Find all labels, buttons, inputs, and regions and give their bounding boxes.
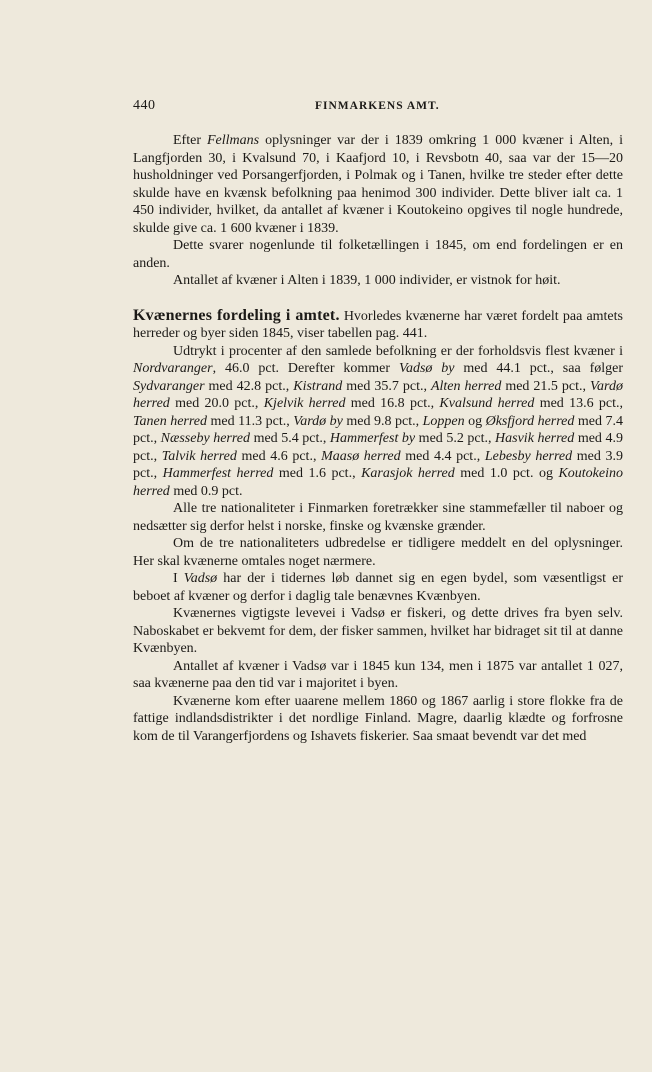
italic-term: Vardø herred: [133, 378, 623, 411]
italic-term: Vadsø: [183, 571, 218, 586]
running-title: FINMARKENS AMT.: [315, 100, 440, 112]
paragraph: [133, 272, 623, 290]
italic-term: Hammerfest by: [329, 431, 416, 446]
paragraph: [133, 658, 623, 693]
italic-term: Kjelvik herred: [263, 396, 346, 411]
italic-term: Karasjok herred: [361, 466, 455, 481]
italic-term: Øksfjord herred: [485, 413, 575, 429]
italic-term: Koutokeino herred: [133, 466, 623, 499]
paragraph: [133, 343, 623, 501]
italic-term: Tanen herred: [133, 413, 208, 429]
page-number: 440: [133, 98, 156, 113]
text-run: med 13.6 pct.,: [534, 396, 623, 411]
text-run: med 4.9 pct.,: [133, 431, 623, 464]
italic-term: Kvalsund herred: [439, 396, 535, 411]
text-run: med 4.6 pct.,: [236, 448, 322, 464]
text-run: har der i tidernes løb dannet sig en egen bydel, som væsentligst er beboet af kvæner og derfor i daglig tale benævnes Kvænbyen.: [133, 571, 623, 604]
text-run: med 1.6 pct.,: [273, 466, 362, 481]
page-header: [133, 98, 623, 118]
text-run: Antallet af kvæner i Vadsø var i 1845 kun 134, men i 1875 var antallet 1 027, saa kvænerne paa den tid var i majoritet i byen.: [133, 658, 623, 691]
text-run: med 35.7 pct.,: [342, 378, 431, 394]
text-run: , 46.0 pct. Derefter kommer: [212, 361, 399, 376]
paragraph: [133, 570, 623, 605]
paragraph: [133, 605, 623, 658]
text-run: Hvorledes kvænerne har været fordelt paa amtets herreder og byer siden 1845, viser tabellen pag. 441.: [133, 308, 623, 341]
italic-term: Maasø herred: [321, 448, 401, 464]
paragraph: [133, 237, 623, 272]
italic-term: Lebesby herred: [484, 448, 573, 464]
text-run: med 7.4 pct.,: [133, 413, 623, 446]
italic-term: Sydvaranger: [133, 378, 205, 394]
text-run: med 20.0 pct.,: [169, 396, 264, 411]
italic-term: Næsseby herred: [160, 431, 251, 446]
text-run: Kvænerne kom efter uaarene mellem 1860 og 1867 aarlig i store flokke fra de fattige indlandsdistrikter i det nordlige Finland. Magre, daarlig klædte og forfrosne kom de til Varangerfjordens og Ishavets fiskerier. Saa smaat bevendt var det med: [133, 693, 623, 744]
text-run: Kvænernes vigtigste levevei i Vadsø er fiskeri, og dette drives fra byen selv. Naboskabet er bekvemt for dem, der fisker sammen, hvilket har bidraget sit til at danne Kvænbyen.: [133, 606, 623, 656]
italic-term: Hammerfest herred: [162, 466, 274, 481]
text-run: Alle tre nationaliteter i Finmarken foretrækker sine stammefæller til naboer og nedsætter sig derfor helst i norske, finske og kvænske grænder.: [133, 501, 623, 534]
paragraph: [133, 307, 623, 343]
text-run: med 0.9 pct.: [169, 483, 243, 499]
text-run: med 3.9 pct.,: [133, 448, 623, 481]
paragraph: [133, 693, 623, 746]
italic-term: Vardø by: [293, 413, 343, 429]
text-run: oplysninger var der i 1839 omkring 1 000 kvæner i Alten, i Langfjorden 30, i Kvalsund 70, i Kaafjord 10, i Revsbotn 40, saa var der 15—20 husholdninger ved Porsangerfjorden, i Polmak og i Tanen, hvilke tre steder efter dette skulde have en kvænsk befolkning paa henimod 300 individer. Dette bliver ialt ca. 1 450 individer, hvilket, da antallet af kvæner i Koutokeino opgives til nogle hundrede, skulde give ca. 1 600 kvæner i 1839.: [133, 133, 624, 236]
text-run: med 1.0 pct. og: [454, 466, 559, 481]
text-run: Efter: [173, 133, 207, 148]
paragraph: [133, 500, 623, 535]
text-run: med 9.8 pct.,: [342, 413, 423, 429]
italic-term: Loppen: [422, 413, 465, 429]
text-run: med 44.1 pct., saa følger: [454, 361, 623, 376]
paragraph: [133, 132, 623, 237]
text-run: Udtrykt i procenter af den samlede befolkning er der forholdsvis flest kvæner i: [173, 343, 623, 359]
text-run: med 11.3 pct.,: [207, 413, 294, 429]
text-run: og: [464, 413, 486, 429]
text-run: med 42.8 pct.,: [204, 378, 294, 394]
text-run: Antallet af kvæner i Alten i 1839, 1 000 individer, er vistnok for høit.: [173, 273, 561, 288]
text-run: I: [173, 571, 184, 586]
text-run: med 5.2 pct.,: [415, 431, 496, 446]
text-run: Om de tre nationaliteters udbredelse er tidligere meddelt en del oplysninger. Her skal kvænerne omtales noget nærmere.: [133, 536, 623, 569]
text-run: Dette svarer nogenlunde til folketællingen i 1845, om end fordelingen er en anden.: [133, 238, 623, 271]
italic-term: Hasvik herred: [495, 431, 575, 446]
italic-term: Talvik herred: [161, 448, 237, 464]
italic-term: Alten herred: [430, 378, 502, 394]
italic-term: Fellmans: [206, 133, 260, 148]
text-run: med 16.8 pct.,: [345, 396, 440, 411]
italic-term: Kistrand: [293, 378, 343, 394]
paragraph: [133, 535, 623, 570]
italic-term: Nordvaranger: [133, 361, 213, 376]
body-text: [133, 132, 623, 745]
section-heading: Kvænernes fordeling i amtet.: [133, 306, 340, 324]
text-run: med 5.4 pct.,: [250, 431, 330, 446]
text-run: med 4.4 pct.,: [400, 448, 485, 464]
italic-term: Vadsø by: [398, 361, 455, 376]
text-run: med 21.5 pct.,: [501, 378, 591, 394]
